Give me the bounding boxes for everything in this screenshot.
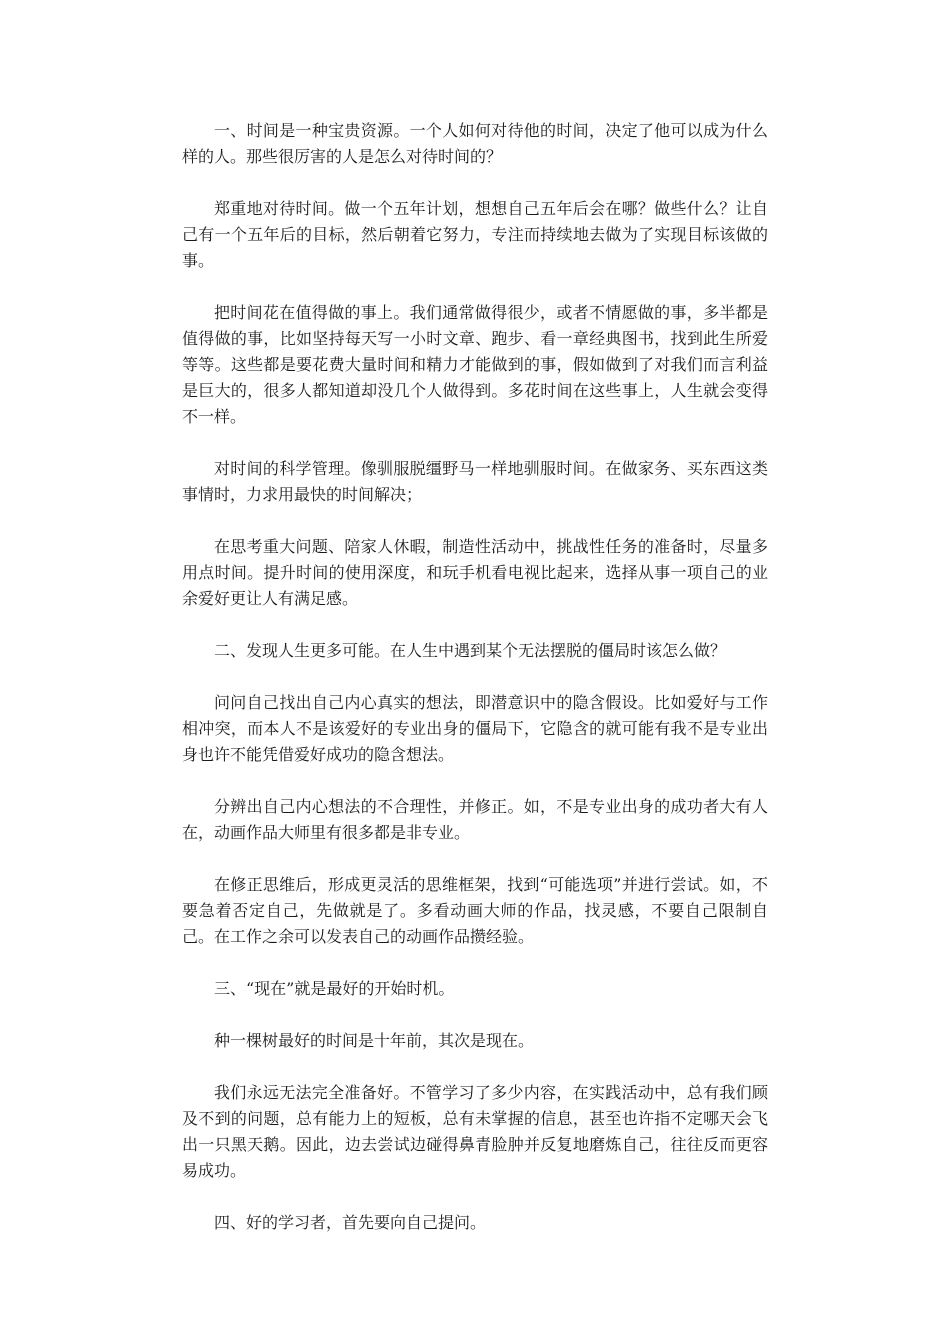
paragraph-time-management: 对时间的科学管理。像驯服脱缰野马一样地驯服时间。在做家务、买东西这类事情时，力求用最快的时间解决； [182,459,768,504]
paragraph-flexible-framework: 在修正思维后，形成更灵活的思维框架，找到“可能选项”并进行尝试。如，不要急着否定自己，先做就是了。多看动画大师的作品，找灵感，不要自己限制自己。在工作之余可以发表自己的动画作品攒经验。 [182,875,768,946]
paragraph-inner-thoughts: 问问自己找出自己内心真实的想法，即潜意识中的隐含假设。比如爱好与工作相冲突，而本人不是该爱好的专业出身的僵局下，它隐含的就可能有我不是专业出身也许不能凭借爱好成功的隐含想法。 [182,693,768,764]
paragraph-start-now-heading: 三、“现在”就是最好的开始时机。 [214,979,455,998]
paragraph-worthwhile-things: 把时间花在值得做的事上。我们通常做得很少，或者不情愿做的事，多半都是值得做的事，比如坚持每天写一小时文章、跑步、看一章经典图书，找到此生所爱等等。这些都是要花费大量时间和精力才能做到的事，假如做到了对我们而言利益是巨大的，很多人都知道却没几个人做得到。多花时间在这些事上，人生就会变得不一样。 [182,303,768,426]
paragraph-deep-time-use: 在思考重大问题、陪家人休暇，制造性活动中，挑战性任务的准备时，尽量多用点时间。提升时间的使用深度，和玩手机看电视比起来，选择从事一项自己的业余爱好更让人有满足感。 [182,537,768,608]
paragraph-time-resource-heading: 一、时间是一种宝贵资源。一个人如何对待他的时间，决定了他可以成为什么样的人。那些很厉害的人是怎么对待时间的？ [182,121,768,166]
paragraph-plant-a-tree: 种一棵树最好的时间是十年前，其次是现在。 [214,1031,535,1050]
paragraph-correct-thinking: 分辨出自己内心想法的不合理性，并修正。如，不是专业出身的成功者大有人在，动画作品大师里有很多都是非专业。 [182,797,768,842]
paragraph-never-fully-ready: 我们永远无法完全准备好。不管学习了多少内容，在实践活动中，总有我们顾及不到的问题，总有能力上的短板，总有未掌握的信息，甚至也许指不定哪天会飞出一只黑天鹅。因此，边去尝试边碰得鼻青脸肿并反复地磨炼自己，往往反而更容易成功。 [182,1083,768,1180]
paragraph-possibilities-heading: 二、发现人生更多可能。在人生中遇到某个无法摆脱的僵局时该怎么做？ [214,641,727,660]
paragraph-good-learner-heading: 四、好的学习者，首先要向自己提问。 [214,1213,487,1232]
paragraph-five-year-plan: 郑重地对待时间。做一个五年计划，想想自己五年后会在哪？做些什么？让自己有一个五年后的目标，然后朝着它努力，专注而持续地去做为了实现目标该做的事。 [182,199,768,270]
document-page [182,118,768,1262]
